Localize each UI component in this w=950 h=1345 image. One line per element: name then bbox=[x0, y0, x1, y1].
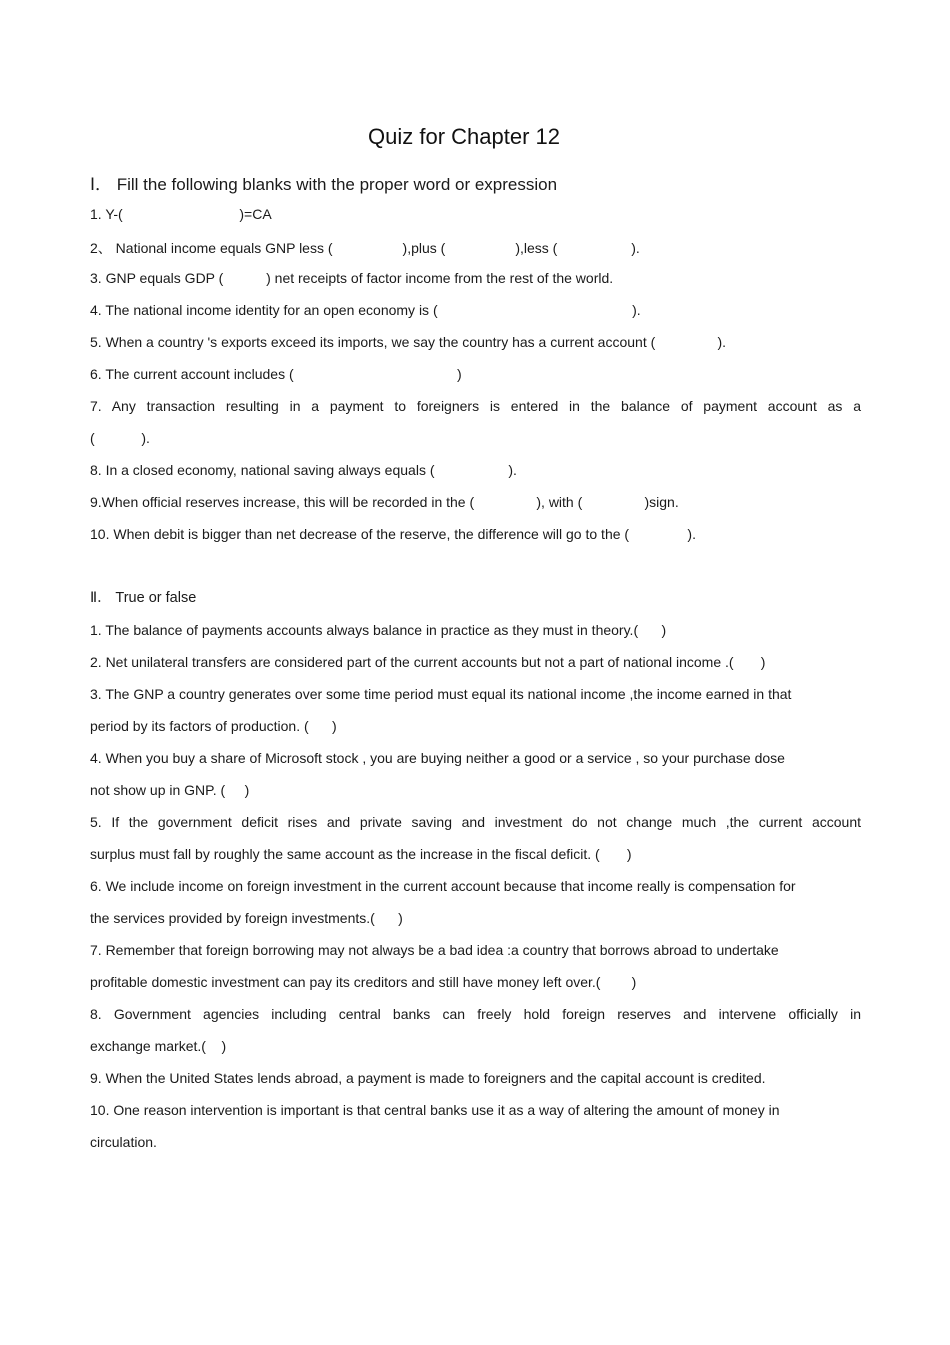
fill-blank-item-10: 10. When debit is bigger than net decrease of the reserve, the difference will go to the ( ). bbox=[90, 526, 696, 542]
fill-blank-item-7-cont: ( ). bbox=[90, 430, 150, 446]
fill-blank-item-7: 7. Any transaction resulting in a payment to foreigners is entered in the balance of payment account as a bbox=[90, 398, 861, 414]
true-false-item-10-cont: circulation. bbox=[90, 1134, 157, 1150]
true-false-item-4-cont: not show up in GNP. ( ) bbox=[90, 782, 250, 798]
true-false-item-2: 2. Net unilateral transfers are considered part of the current accounts but not a part of national income .( ) bbox=[90, 654, 766, 670]
true-false-item-9: 9. When the United States lends abroad, a payment is made to foreigners and the capital account is credited. bbox=[90, 1070, 766, 1086]
page-title: Quiz for Chapter 12 bbox=[368, 124, 560, 149]
true-false-item-6: 6. We include income on foreign investment in the current account because that income really is compensation for bbox=[90, 878, 796, 894]
section-1-heading: Ⅰ． Fill the following blanks with the proper word or expression bbox=[90, 175, 558, 194]
true-false-item-8-cont: exchange market.( ) bbox=[90, 1038, 227, 1054]
section-2-heading: Ⅱ． True or false bbox=[90, 590, 197, 606]
true-false-item-5-cont: surplus must fall by roughly the same account as the increase in the fiscal deficit. ( ) bbox=[90, 846, 632, 862]
true-false-item-3-cont: period by its factors of production. ( ) bbox=[90, 718, 337, 734]
true-false-item-7: 7. Remember that foreign borrowing may not always be a bad idea :a country that borrows abroad to undertake bbox=[90, 942, 779, 958]
true-false-item-7-cont: profitable domestic investment can pay its creditors and still have money left over.( ) bbox=[90, 974, 637, 990]
fill-blank-item-1: 1. Y-( )=CA bbox=[90, 206, 272, 222]
true-false-item-10: 10. One reason intervention is important is that central banks use it as a way of altering the amount of money in bbox=[90, 1102, 780, 1118]
fill-blank-item-2: 2、 National income equals GNP less ( ),plus ( ),less ( ). bbox=[90, 240, 640, 256]
true-false-item-6-cont: the services provided by foreign investments.( ) bbox=[90, 910, 403, 926]
true-false-item-4: 4. When you buy a share of Microsoft stock , you are buying neither a good or a service , so your purchase dose bbox=[90, 750, 785, 766]
fill-blank-item-6: 6. The current account includes ( ) bbox=[90, 366, 462, 382]
fill-blank-item-5: 5. When a country 's exports exceed its imports, we say the country has a current account ( ). bbox=[90, 334, 727, 350]
true-false-item-3: 3. The GNP a country generates over some time period must equal its national income ,the income earned in that bbox=[90, 686, 792, 702]
true-false-item-5: 5. If the government deficit rises and private saving and investment do not change much ,the current account bbox=[90, 814, 861, 830]
fill-blank-item-3: 3. GNP equals GDP ( ) net receipts of factor income from the rest of the world. bbox=[90, 270, 614, 286]
fill-blank-item-4: 4. The national income identity for an open economy is ( ). bbox=[90, 302, 641, 318]
fill-blank-item-9: 9.When official reserves increase, this will be recorded in the ( ), with ( )sign. bbox=[90, 494, 679, 510]
true-false-item-8: 8. Government agencies including central banks can freely hold foreign reserves and intervene officially in bbox=[90, 1006, 861, 1022]
fill-blank-item-8: 8. In a closed economy, national saving always equals ( ). bbox=[90, 462, 517, 478]
true-false-item-1: 1. The balance of payments accounts always balance in practice as they must in theory.( ) bbox=[90, 622, 667, 638]
